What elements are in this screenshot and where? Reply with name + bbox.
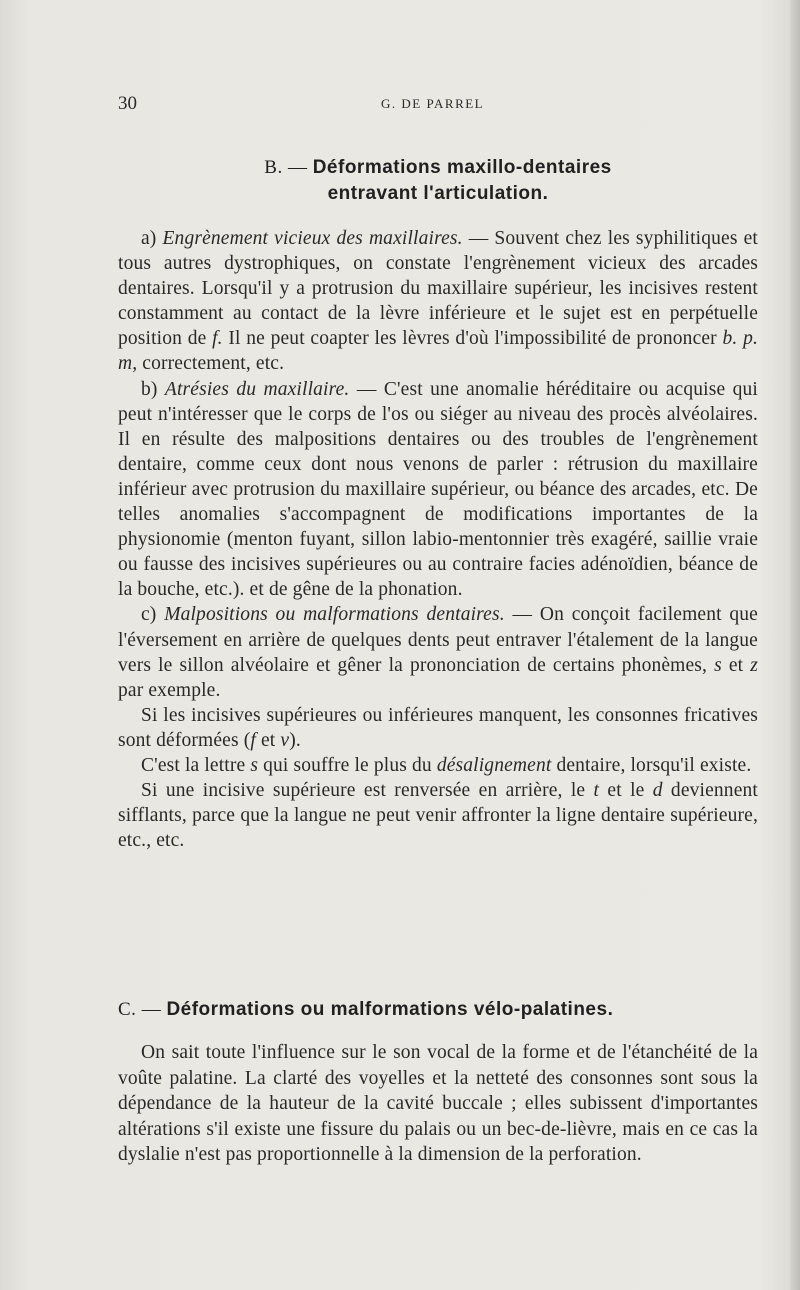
paragraph-lettre-s	[118, 753, 758, 778]
section-c-heading	[118, 997, 758, 1023]
section-b-title-line2: entravant l'articulation.	[327, 183, 549, 204]
paragraph-b	[118, 377, 758, 603]
page-number: 30	[118, 93, 137, 114]
paragraph-incisives-text: Si les incisives supérieures ou inférieures manquent, les consonnes fricatives sont déformées (	[118, 704, 758, 751]
paragraph-lettre-s-text: C'est la lettre	[141, 754, 251, 776]
paragraph-incisive-renversee-italic-t: t	[593, 780, 600, 802]
paragraph-b-text: — C'est une anomalie héréditaire ou acquise qui peut n'intéresser que le corps de l'os ou siéger au niveau des procès alvéolaires. Il en résulte des malpositions dentaires ou des troubles de l'engrènement dentaire, comme ceux dont nous venons de parler : rétrusion du maxillaire inférieur avec protrusion du maxillaire supérieur, ou béance des arcades, etc. De telles anomalies s'accompagnent de modifications importantes de la physionomie (menton fuyant, sillon labio-mentonnier très exagéré, saillie vraie ou fausse des incisives supérieures ou au contraire facies adénoïdien, béance de la bouche, etc.). et de gêne de la phonation.	[118, 378, 758, 601]
paragraph-a	[118, 226, 758, 377]
page-header	[118, 93, 758, 117]
paragraph-incisive-renversee	[118, 778, 758, 853]
paragraph-lettre-s-text2: qui souffre le plus du	[258, 754, 437, 776]
section-c-title-text: Déformations ou malformations vélo-palatines.	[166, 999, 614, 1020]
paragraph-incisives-text2: et	[255, 729, 281, 751]
paragraph-c-heading: Malpositions ou malformations dentaires.	[164, 604, 505, 626]
paragraph-a-text3: correctement, etc.	[137, 353, 285, 375]
paragraph-c-italic-s: s	[714, 654, 722, 676]
section-b-letter: B.	[264, 157, 283, 178]
paragraph-b-lead: b)	[141, 378, 165, 400]
paragraph-velo-palatine: On sait toute l'influence sur le son vocal de la forme et de l'étanchéité de la voûte palatine. La clarté des voyelles et la netteté des consonnes sont sous la dépendance de la hauteur de la cavité buccale ; elles subissent d'importantes altérations s'il existe une fissure du palais ou un bec-de-lièvre, mais en ce cas la dyslalie n'est pas proportionnelle à la dimension de la perforation.	[118, 1042, 758, 1165]
paragraph-b-heading: Atrésies du maxillaire.	[164, 378, 350, 400]
paragraph-incisives	[118, 703, 758, 753]
section-c-letter: C.	[118, 999, 137, 1020]
paragraph-a-heading: Engrènement vicieux des maxillaires.	[162, 228, 463, 249]
section-c-dash: —	[136, 999, 167, 1020]
paragraph-incisives-italic-f: f	[250, 729, 256, 751]
paragraph-incisives-text3: ).	[289, 729, 301, 751]
paragraph-c	[118, 602, 758, 702]
paragraph-c-text: — On conçoit facilement que l'éversement en arrière de quelques dents peut entraver l'étalement de la langue vers le sillon alvéolaire et gêner la prononciation de certains phonèmes,	[118, 604, 758, 676]
paragraph-incisive-renversee-text: Si une incisive supérieure est renversée en arrière, le	[141, 780, 594, 802]
paragraph-a-lead: a)	[141, 228, 163, 249]
section-b-title-line1	[118, 155, 758, 181]
paragraph-c-lead: c)	[141, 604, 165, 626]
paragraph-lettre-s-text3: dentaire, lorsqu'il existe.	[551, 754, 752, 776]
section-b-body	[118, 226, 758, 853]
paragraph-c-text2: et	[721, 654, 751, 676]
paragraph-c-text3: par exemple.	[118, 679, 221, 701]
running-head: G. DE PARREL	[381, 96, 485, 111]
paragraph-a-text: — Souvent chez les syphilitiques et tous autres dystrophiques, on constate l'engrènement vicieux des arcades dentaires. Lorsqu'il y a protrusion du maxillaire supérieur, les incisives restent constamment au contact de la lèvre inférieure et le sujet est en perpétuelle position de	[118, 228, 758, 350]
paragraph-a-italic-f: f.	[212, 328, 223, 350]
paragraph-lettre-s-italic-desalignement: désalignement	[436, 754, 552, 776]
paragraph-c-italic-z: z	[750, 654, 758, 676]
paragraph-incisive-renversee-italic-d: d	[652, 780, 663, 802]
paragraph-incisive-renversee-text3: deviennent sifflants, parce que la langue ne peut venir affronter la ligne dentaire supérieure, etc., etc.	[118, 780, 758, 852]
page-edge-shadow	[790, 0, 800, 1290]
paragraph-incisive-renversee-text2: et le	[599, 780, 653, 802]
section-b-title-text1: Déformations maxillo-dentaires	[312, 157, 612, 178]
paragraph-incisives-italic-v: v	[280, 729, 290, 751]
paragraph-a-italic-bpm: b. p. m,	[118, 328, 758, 375]
section-b-heading	[118, 155, 758, 207]
paragraph-a-text2: Il ne peut coapter les lèvres d'où l'impossibilité de prononcer	[222, 328, 723, 350]
section-c-body	[118, 1040, 758, 1168]
section-b-dash: —	[282, 157, 313, 178]
paragraph-lettre-s-italic-s: s	[250, 754, 259, 776]
